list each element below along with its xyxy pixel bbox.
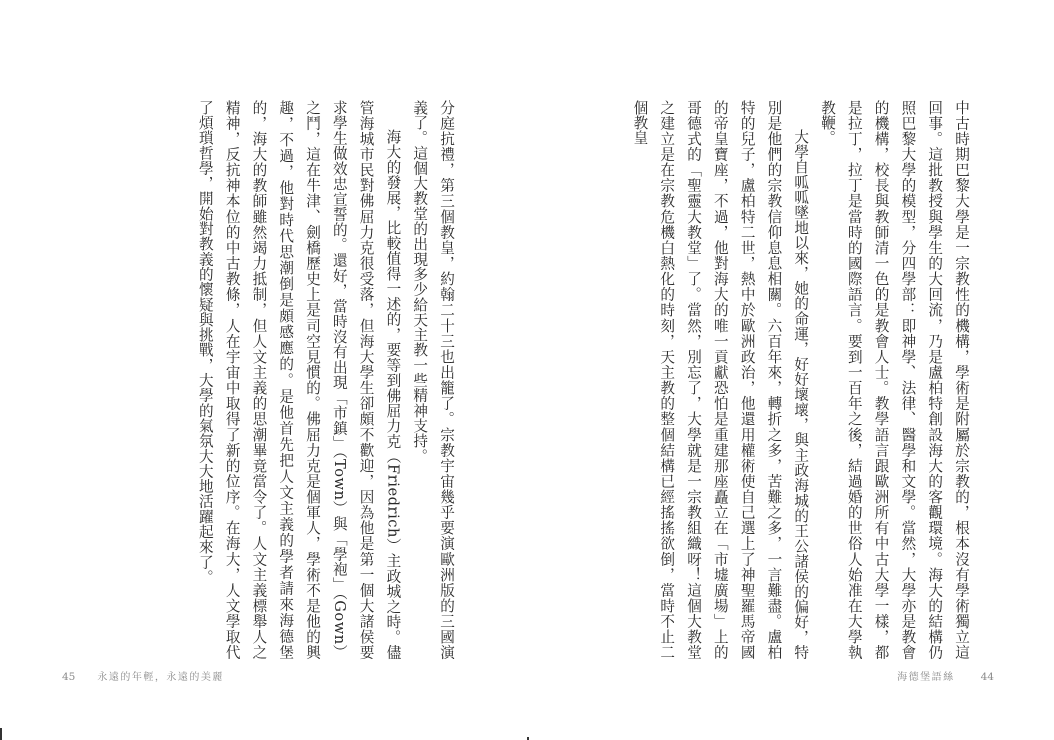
paragraph: 大學自呱呱墜地以來，她的命運，好好壞壞，與主政海城的王公諸侯的偏好，特別是他們的宗教信仰息息相關。六百年來，轉折之多，苦難之多，一言難盡。盧柏特的兒子，盧柏特二世，熱中於歐洲政治，他還用權術使自己選上了神聖羅馬帝國的帝皇寶座，不過，他對海大的唯一貢獻恐怕是重建那座矗立在「市墟廣場」上的哥德式的「聖靈大教堂」了。當然，別忘了，大學就是一宗教組織呀！這個大教堂之建立是在宗教危機白熱化的時刻，天主教的整個結構已經搖搖欲倒，當時不止二個教皇 — [631, 100, 810, 660]
page-number: 44 — [980, 671, 994, 683]
crop-mark — [0, 728, 2, 740]
right-page-footer — [897, 668, 994, 683]
left-page-text — [164, 100, 459, 660]
left-page-footer — [62, 668, 224, 683]
right-page — [527, 0, 1054, 740]
right-page-text — [626, 100, 974, 660]
chapter-title: 永遠的年輕，永遠的美麗 — [97, 672, 224, 683]
paragraph: 中古時期巴黎大學是一宗教性的機構，學術是附屬於宗教的，根本沒有學術獨立這回事。這批教授與學生的大回流，乃是盧柏特創設海大的客觀環境。海大的結構仍照巴黎大學的模型，分四學部：即神學、法律、醫學和文學。當然，大學亦是教會的機構，校長與教師清一色的是教會人士。教學語言跟歐洲所有中古大學一樣，都是拉丁，拉丁是當時的國際語言。要到一百年之後，結過婚的世俗人始准在大學執教鞭。 — [819, 100, 970, 660]
book-title: 海德堡語絲 — [897, 672, 955, 683]
paragraph: 分庭抗禮，第三個教皇，約翰二十三也出籠了。宗教宇宙幾乎要演歐洲版的三國演義了。這個大教堂的出現多少給天主教一些精神支持。 — [411, 100, 455, 660]
paragraph: 海大的發展，比較值得一述的，要等到佛屈力克（Friedrich）主政城之時。儘管海城市民對佛屈力克很受落，但海大學生卻頗不歡迎，因為他是第一個大諸侯要求學生做效忠宣誓的。還好，當時沒有出現「市鎮」（Town）與「學袍」（Gown）之鬥，這在牛津、劍橋歷史上是司空見慣的。佛屈力克是個軍人，學術不是他的興趣，不過，他對時代思潮倒是頗感應的。是他首先把人文主義的學者請來海德堡的，海大的教師雖然竭力抵制，但人文主義的思潮畢竟當令了。人文主義標舉人之精神，反抗神本位的中古教條，人在宇宙中取得了新的位序。在海大，人文學取代了煩瑣哲學，開始對教義的懷疑與挑戰，大學的氣氛大大地活躍起來了。 — [196, 100, 402, 660]
page-number: 45 — [62, 671, 76, 683]
